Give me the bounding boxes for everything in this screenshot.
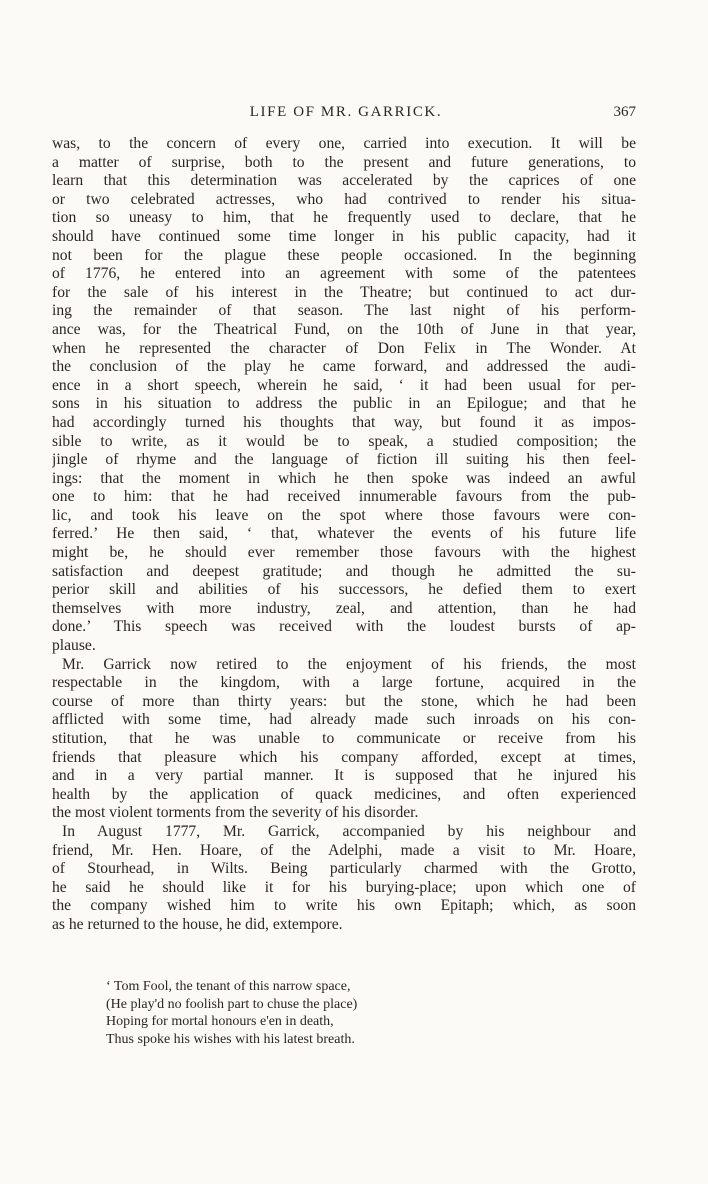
text-line: ing the remainder of that season. The last night of his perform- — [52, 302, 636, 320]
text-line: should have continued some time longer in his public capacity, had it — [52, 227, 636, 245]
text-line: stitution, that he was unable to communicate or receive from his — [52, 730, 636, 747]
text-line: not been for the plague these people occasioned. In the beginning — [52, 246, 636, 264]
text-line: satisfaction and deepest gratitude; and though he admitted the su- — [52, 562, 636, 580]
text-line: of 1776, he entered into an agreement with some of the patentees — [52, 265, 636, 283]
text-line: had accordingly turned his thoughts that way, but found it as impos- — [52, 413, 636, 431]
text-line: lic, and took his leave on the spot where those favours were con- — [52, 506, 636, 524]
text-line: was, to the concern of every one, carried into execution. It will be — [52, 135, 636, 152]
running-title: LIFE OF MR. GARRICK. — [249, 104, 443, 120]
text-line: one to him: that he had received innumerable favours from the pub- — [52, 488, 636, 506]
verse-line: Hoping for mortal honours e'en in death, — [106, 1014, 334, 1029]
epitaph-verse — [106, 978, 506, 1048]
text-line: a matter of surprise, both to the present and future generations, to — [52, 153, 636, 171]
text-line: friend, Mr. Hen. Hoare, of the Adelphi, made a visit to Mr. Hoare, — [52, 841, 636, 859]
verse-line: (He play'd no foolish part to chuse the place) — [106, 996, 358, 1012]
text-line: ence in a short speech, wherein he said, ‘ it had been usual for per- — [52, 376, 636, 394]
text-line: perior skill and abilities of his successors, he defied them to exert — [52, 581, 636, 599]
verse-line: ‘ Tom Fool, the tenant of this narrow space, — [106, 979, 351, 994]
text-line: friends that pleasure which his company afforded, except at times, — [52, 748, 636, 766]
text-line: the conclusion of the play he came forward, and addressed the audi- — [52, 358, 636, 376]
verse-line: Thus spoke his wishes with his latest breath. — [106, 1031, 355, 1047]
text-line: of Stourhead, in Wilts. Being particularly charmed with the Grotto, — [52, 860, 636, 878]
text-line: or two celebrated actresses, who had contrived to render his situa- — [52, 190, 636, 208]
text-line: sons in his situation to address the public in an Epilogue; and that he — [52, 395, 636, 413]
text-line: course of more than thirty years: but the stone, which he had been — [52, 692, 636, 710]
text-line: and in a very partial manner. It is supposed that he injured his — [52, 767, 636, 785]
text-line: the company wished him to write his own Epitaph; which, as soon — [52, 897, 636, 915]
body-text — [52, 135, 636, 935]
text-line: plause. — [52, 637, 96, 655]
text-line: sible to write, as it would be to speak, a studied composition; the — [52, 432, 636, 450]
text-line: jingle of rhyme and the language of fiction ill suiting his then feel- — [52, 451, 636, 469]
page-number: 367 — [613, 104, 636, 120]
text-line: he said he should like it for his burying-place; upon which one of — [52, 878, 636, 896]
text-line: for the sale of his interest in the Theatre; but continued to act dur- — [52, 283, 636, 301]
running-head — [56, 104, 636, 128]
text-line: themselves with more industry, zeal, and attention, than he had — [52, 599, 636, 617]
text-line: tion so uneasy to him, that he frequently used to declare, that he — [52, 209, 636, 227]
text-line: health by the application of quack medicines, and often experienced — [52, 785, 636, 803]
paragraph-start-line: Mr. Garrick now retired to the enjoyment of his friends, the most — [62, 655, 636, 673]
text-line: the most violent torments from the severity of his disorder. — [52, 804, 419, 822]
text-line: might be, he should ever remember those favours with the highest — [52, 544, 636, 562]
text-line: ance was, for the Theatrical Fund, on the 10th of June in that year, — [52, 320, 636, 338]
text-line: learn that this determination was accelerated by the caprices of one — [52, 172, 636, 190]
text-line: done.’ This speech was received with the loudest bursts of ap- — [52, 618, 636, 636]
text-line: when he represented the character of Don Felix in The Wonder. At — [52, 339, 636, 357]
text-line: as he returned to the house, he did, extempore. — [52, 915, 343, 933]
paragraph-start-line: In August 1777, Mr. Garrick, accompanied by his neighbour and — [62, 822, 636, 840]
text-line: afflicted with some time, had already made such inroads on his con- — [52, 711, 636, 729]
text-line: ings: that the moment in which he then spoke was indeed an awful — [52, 469, 636, 487]
text-line: respectable in the kingdom, with a large fortune, acquired in the — [52, 674, 636, 692]
text-line: ferred.’ He then said, ‘ that, whatever the events of his future life — [52, 525, 636, 543]
